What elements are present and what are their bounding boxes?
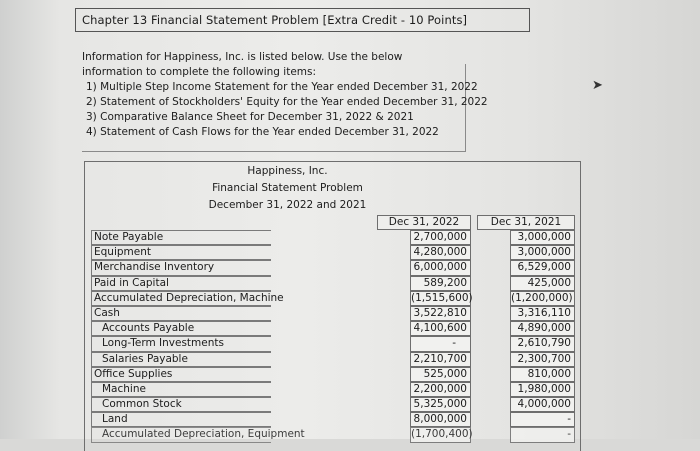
- row-label: Accumulated Depreciation, Equipment: [91, 427, 271, 442]
- value-2021: 4,890,000: [510, 321, 575, 336]
- row-label: Note Payable: [91, 230, 271, 245]
- value-2021: 2,610,790: [510, 336, 575, 351]
- row-label: Long-Term Investments: [91, 336, 271, 351]
- table-row: [85, 276, 580, 291]
- value-2021: (1,200,000): [510, 291, 575, 306]
- table-row: [85, 260, 580, 275]
- row-label: Salaries Payable: [91, 352, 271, 367]
- value-2021: 810,000: [510, 367, 575, 382]
- row-label: Merchandise Inventory: [91, 260, 271, 275]
- value-2022: 4,280,000: [410, 245, 471, 260]
- table-row: [85, 230, 580, 245]
- mouse-cursor-icon: ➤: [592, 78, 603, 93]
- value-2021: 1,980,000: [510, 382, 575, 397]
- intro-line-1: Information for Happiness, Inc. is listed below. Use the below: [82, 51, 403, 63]
- value-2022: 5,325,000: [410, 397, 471, 412]
- value-2021: 3,316,110: [510, 306, 575, 321]
- value-2022: 4,100,600: [410, 321, 471, 336]
- value-2022: 589,200: [410, 276, 471, 291]
- value-2022: 2,200,000: [410, 382, 471, 397]
- table-subtitle: Financial Statement Problem: [212, 182, 363, 194]
- value-2021: 3,000,000: [510, 230, 575, 245]
- table-date: December 31, 2022 and 2021: [208, 199, 367, 211]
- value-2022: 2,210,700: [410, 352, 471, 367]
- table-row: [85, 367, 580, 382]
- task-item-2: 2) Statement of Stockholders' Equity for the Year ended December 31, 2022: [86, 96, 488, 108]
- value-2021: 3,000,000: [510, 245, 575, 260]
- value-2022: (1,700,400): [410, 427, 471, 442]
- instructions: [82, 50, 488, 140]
- column-header-2021: Dec 31, 2021: [477, 215, 575, 230]
- table-rows: [85, 230, 580, 443]
- column-header-2022: Dec 31, 2022: [377, 215, 471, 230]
- row-label: Accumulated Depreciation, Machine: [91, 291, 271, 306]
- value-2021: -: [510, 412, 575, 427]
- row-label: Paid in Capital: [91, 276, 271, 291]
- row-label: Office Supplies: [91, 367, 271, 382]
- value-2021: 6,529,000: [510, 260, 575, 275]
- table-row: [85, 306, 580, 321]
- table-row: [85, 382, 580, 397]
- table-row: [85, 427, 580, 442]
- table-row: [85, 336, 580, 351]
- task-item-3: 3) Comparative Balance Sheet for December 31, 2022 & 2021: [86, 111, 414, 123]
- value-2021: 425,000: [510, 276, 575, 291]
- intro-line-2: information to complete the following items:: [82, 66, 317, 78]
- value-2022: 8,000,000: [410, 412, 471, 427]
- row-label: Machine: [91, 382, 271, 397]
- value-2022: -: [410, 336, 471, 351]
- row-label: Land: [91, 412, 271, 427]
- value-2022: 2,700,000: [410, 230, 471, 245]
- table-row: [85, 397, 580, 412]
- company-name: Happiness, Inc.: [247, 165, 328, 177]
- chapter-title: Chapter 13 Financial Statement Problem [Extra Credit - 10 Points]: [75, 8, 530, 32]
- row-label: Cash: [91, 306, 271, 321]
- row-label: Equipment: [91, 245, 271, 260]
- value-2022: (1,515,600): [410, 291, 471, 306]
- value-2021: 4,000,000: [510, 397, 575, 412]
- task-item-4: 4) Statement of Cash Flows for the Year ended December 31, 2022: [86, 126, 439, 138]
- value-2021: 2,300,700: [510, 352, 575, 367]
- value-2022: 6,000,000: [410, 260, 471, 275]
- financial-data-table: [84, 161, 581, 451]
- table-row: [85, 245, 580, 260]
- value-2022: 3,522,810: [410, 306, 471, 321]
- table-row: [85, 291, 580, 306]
- table-row: [85, 412, 580, 427]
- task-item-1: 1) Multiple Step Income Statement for the Year ended December 31, 2022: [86, 81, 478, 93]
- table-row: [85, 321, 580, 336]
- value-2022: 525,000: [410, 367, 471, 382]
- table-row: [85, 352, 580, 367]
- row-label: Common Stock: [91, 397, 271, 412]
- value-2021: -: [510, 427, 575, 442]
- row-label: Accounts Payable: [91, 321, 271, 336]
